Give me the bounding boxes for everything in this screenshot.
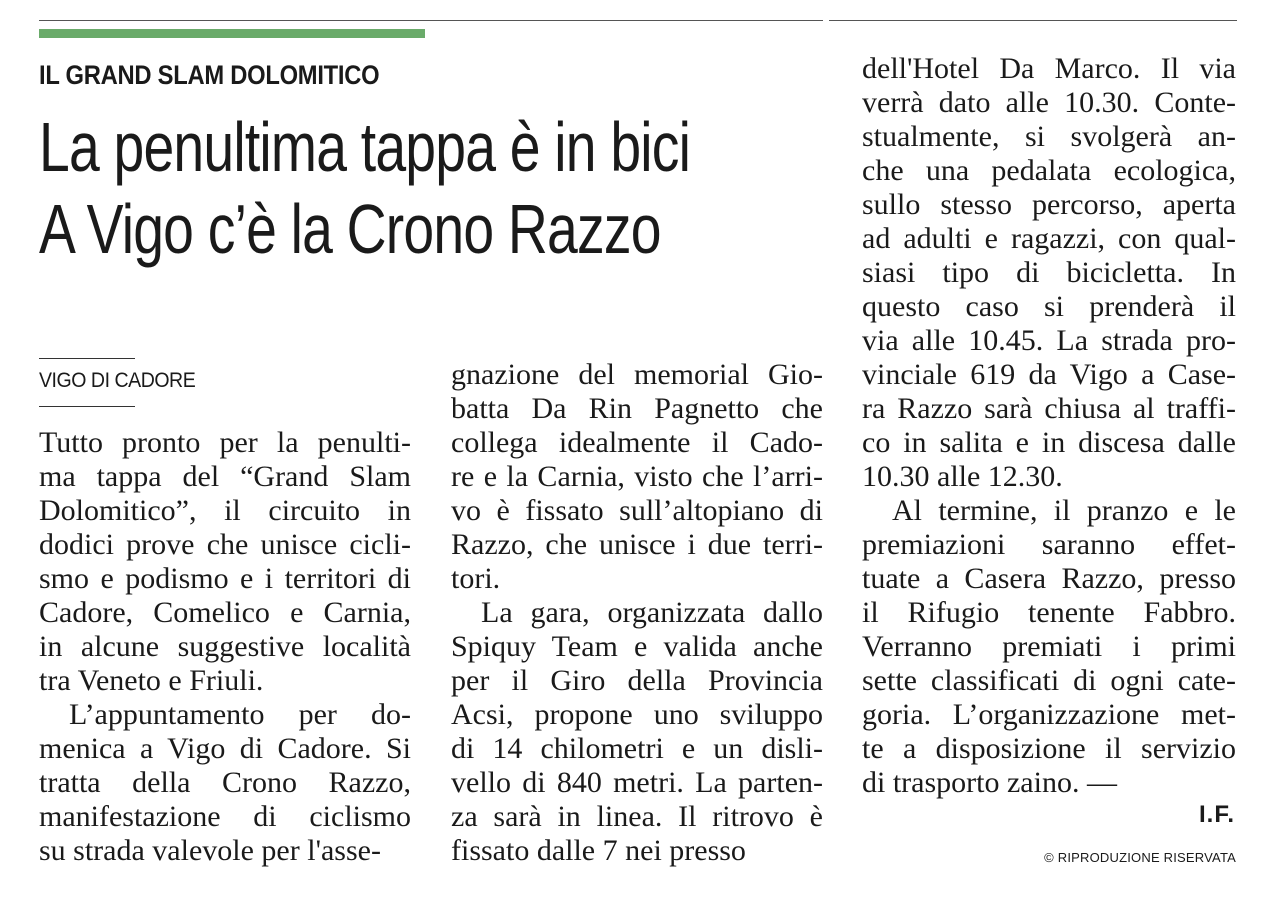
author-signature: I.F. xyxy=(1198,801,1235,828)
text-line: in alcune suggestive località xyxy=(39,630,411,663)
text-line: co in salita e in discesa dalle xyxy=(862,426,1236,459)
text-line: stualmente, si svolgerà an- xyxy=(862,120,1236,153)
text-line: smo e podismo e i territori di xyxy=(39,562,411,595)
copyright-notice: © RIPRODUZIONE RISERVATA xyxy=(1044,850,1236,865)
text-line: Dolomitico”, il circuito in xyxy=(39,494,411,527)
text-line: gnazione del memorial Gio- xyxy=(451,358,823,391)
text-line: tori. xyxy=(451,562,501,595)
text-line: tratta della Crono Razzo, xyxy=(39,766,411,799)
text-line: fissato dalle 7 nei presso xyxy=(451,834,746,867)
article-headline xyxy=(39,106,750,270)
text-line: tra Veneto e Friuli. xyxy=(39,664,264,697)
text-line: su strada valevole per l'asse- xyxy=(39,834,381,867)
text-line: re e la Carnia, visto che l’arri- xyxy=(451,460,823,493)
text-line: ad adulti e ragazzi, con qual- xyxy=(862,222,1236,255)
article-column-3 xyxy=(862,52,1236,800)
text-line: via alle 10.45. La strada pro- xyxy=(862,324,1236,357)
text-line: 10.30 alle 12.30. xyxy=(862,460,1063,493)
text-line: ma tappa del “Grand Slam xyxy=(39,460,411,493)
text-line: tuate a Casera Razzo, presso xyxy=(862,562,1236,595)
text-line: goria. L’organizzazione met- xyxy=(862,698,1236,731)
text-line: Razzo, che unisce i due terri- xyxy=(451,528,823,561)
text-line: che una pedalata ecologica, xyxy=(862,154,1236,187)
text-line: vinciale 619 da Vigo a Case- xyxy=(862,358,1236,391)
text-line: verrà dato alle 10.30. Conte- xyxy=(862,86,1236,119)
article-column-2 xyxy=(451,358,823,868)
dateline: VIGO DI CADORE xyxy=(39,369,196,392)
text-line: Spiquy Team e valida anche xyxy=(451,630,823,663)
text-line: sette classificati di ogni cate- xyxy=(862,664,1236,697)
text-line: Tutto pronto per la penulti- xyxy=(39,426,411,459)
text-line: dodici prove che unisce cicli- xyxy=(39,528,411,561)
top-rule-left xyxy=(39,20,823,21)
text-line: sullo stesso percorso, aperta xyxy=(862,188,1236,221)
text-line: te a disposizione il servizio xyxy=(862,732,1236,765)
text-line: batta Da Rin Pagnetto che xyxy=(451,392,823,425)
text-line: questo caso si prenderà il xyxy=(862,290,1236,323)
top-rule-right xyxy=(829,20,1237,21)
headline-line-2: A Vigo c’è la Crono Razzo xyxy=(39,190,661,268)
text-line: menica a Vigo di Cadore. Si xyxy=(39,732,411,765)
text-line: L’appuntamento per do- xyxy=(69,698,411,731)
article-kicker: IL GRAND SLAM DOLOMITICO xyxy=(39,60,380,90)
text-line: vo è fissato sull’altopiano di xyxy=(451,494,823,527)
section-accent-bar xyxy=(39,29,425,38)
text-line: di 14 chilometri e un disli- xyxy=(451,732,823,765)
text-line: dell'Hotel Da Marco. Il via xyxy=(862,52,1236,85)
text-line: il Rifugio tenente Fabbro. xyxy=(862,596,1236,629)
text-line: ra Razzo sarà chiusa al traffi- xyxy=(862,392,1236,425)
text-line: collega idealmente il Cado- xyxy=(451,426,823,459)
text-line: siasi tipo di bicicletta. In xyxy=(862,256,1236,289)
dateline-rule-bottom xyxy=(39,406,135,407)
text-line: di trasporto zaino. — xyxy=(862,766,1117,799)
text-line: Verranno premiati i primi xyxy=(862,630,1236,663)
text-line: Al termine, il pranzo e le xyxy=(892,494,1236,527)
article-column-1 xyxy=(39,426,411,868)
text-line: premiazioni saranno effet- xyxy=(862,528,1236,561)
text-line: Cadore, Comelico e Carnia, xyxy=(39,596,411,629)
text-line: za sarà in linea. Il ritrovo è xyxy=(451,800,823,833)
headline-line-1: La penultima tappa è in bici xyxy=(39,108,691,186)
text-line: Acsi, propone uno sviluppo xyxy=(451,698,823,731)
text-line: vello di 840 metri. La parten- xyxy=(451,766,823,799)
text-line: per il Giro della Provincia xyxy=(451,664,823,697)
dateline-rule-top xyxy=(39,358,135,359)
text-line: La gara, organizzata dallo xyxy=(481,596,823,629)
text-line: manifestazione di ciclismo xyxy=(39,800,411,833)
